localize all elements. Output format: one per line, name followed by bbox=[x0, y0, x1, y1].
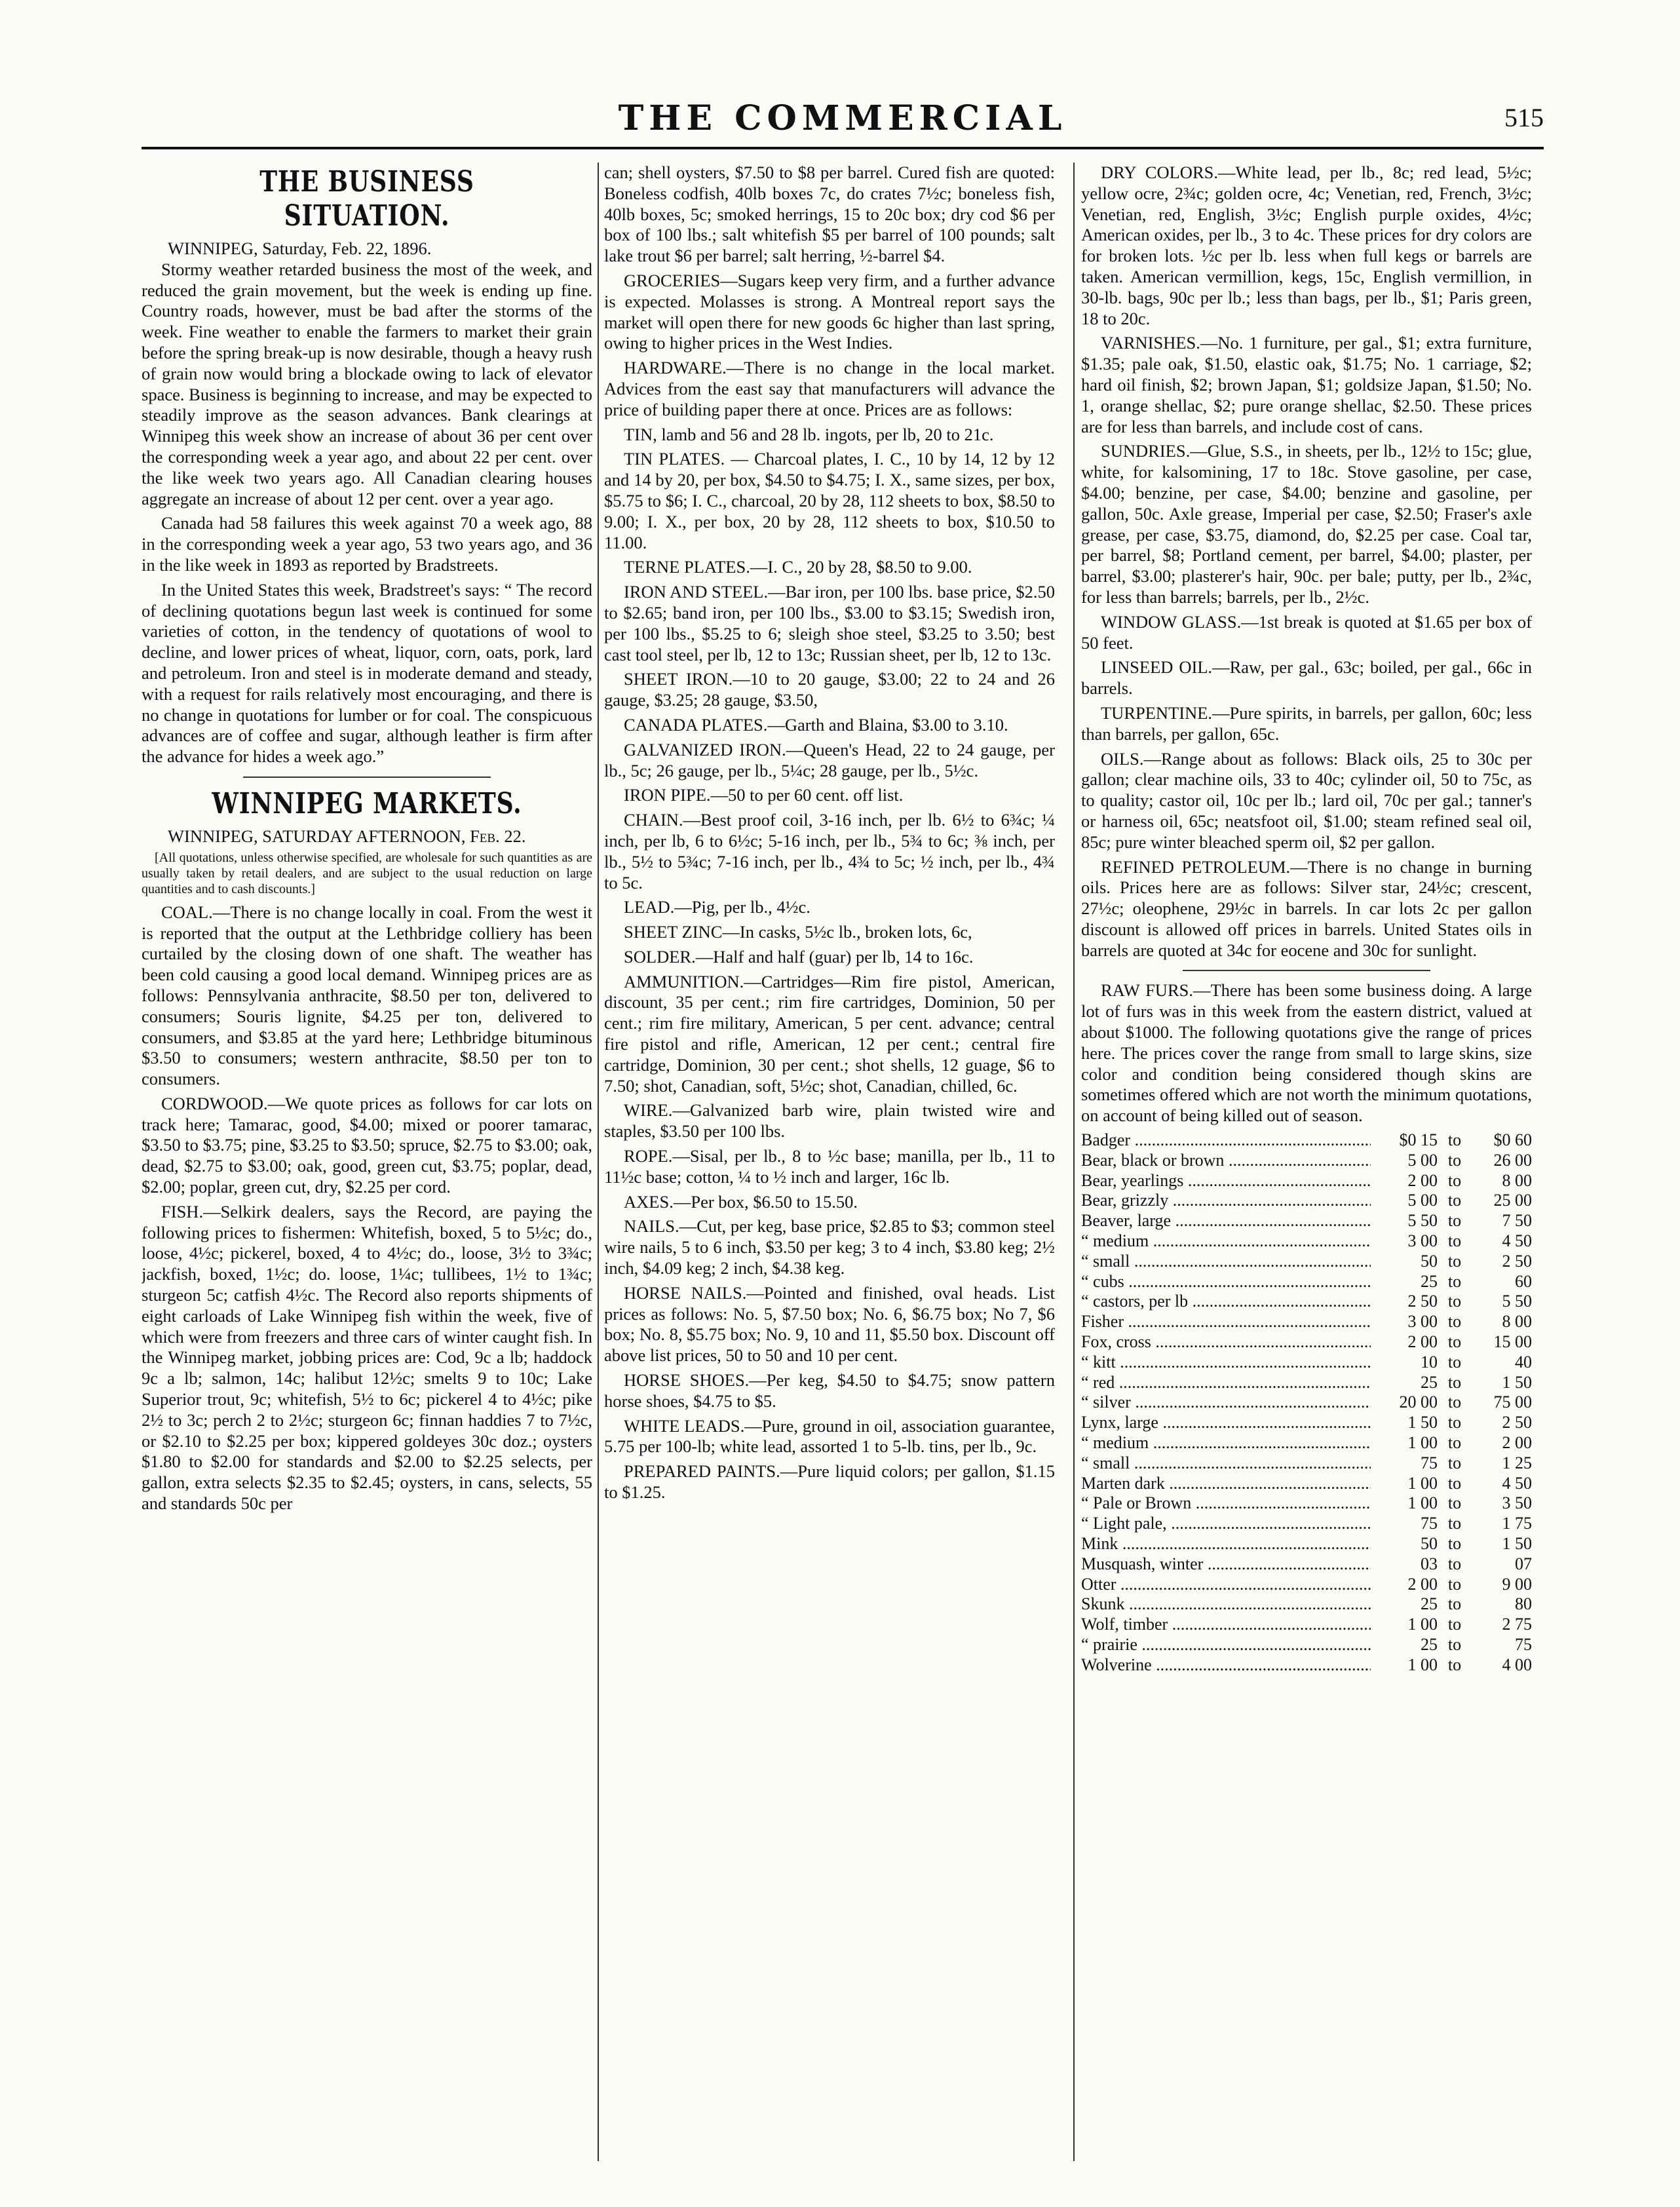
fur-name: Musquash, winter ..... bbox=[1081, 1554, 1371, 1575]
fur-price-row bbox=[1081, 1353, 1532, 1373]
fur-price-row bbox=[1081, 1373, 1532, 1393]
fur-price-low: 5 50 bbox=[1407, 1211, 1438, 1231]
fur-price-row bbox=[1081, 1554, 1532, 1575]
fur-price-to: to bbox=[1447, 1332, 1462, 1352]
fur-price-row bbox=[1081, 1575, 1532, 1595]
fur-name: Mink ..... bbox=[1081, 1534, 1371, 1554]
fur-name: “ Light pale, ..... bbox=[1081, 1514, 1371, 1534]
fur-price-to: to bbox=[1447, 1514, 1462, 1533]
fur-price-row bbox=[1081, 1453, 1532, 1474]
fur-price-low: 50 bbox=[1421, 1251, 1438, 1271]
fur-price-row bbox=[1081, 1392, 1532, 1413]
fur-price-to: to bbox=[1447, 1453, 1462, 1472]
fur-price-to: to bbox=[1447, 1473, 1462, 1493]
fur-price-low: $0 15 bbox=[1399, 1130, 1438, 1150]
market-item-horse-nails: HORSE NAILS.—Pointed and finished, oval heads. List prices as follows: No. 5, $7.50 box; No. 6, $6.75 box; No 7, $6 box; No. 8, $5.75 box; No. 9, 10 and 11, $5.50 box. Discount off above list prices, 50 to 50 and 10 per cent. bbox=[604, 1282, 1055, 1366]
business-dateline: WINNIPEG, Saturday, Feb. 22, 1896. bbox=[168, 239, 432, 258]
fur-price-low: 50 bbox=[1421, 1534, 1438, 1553]
fur-price-row bbox=[1081, 1615, 1532, 1635]
fur-price-to: to bbox=[1447, 1352, 1462, 1372]
fur-price-low: 1 00 bbox=[1407, 1493, 1438, 1513]
market-item-oils: OILS.—Range about as follows: Black oils, 25 to 30c per gallon; clear machine oils, 33 to 40c; cylinder oil, 50 to 75c, as to quality; castor oil, 10c per lb.; lard oil, 70c per gal.; tanner's or harness oil, 65c; neatsfoot oil, $1.00; steam refined seal oil, 85c; pure winter bleached sperm oil, $2 per gallon. bbox=[1081, 748, 1532, 852]
fur-price-to: to bbox=[1447, 1634, 1462, 1654]
market-item-tin: TIN, lamb and 56 and 28 lb. ingots, per lb, 20 to 21c. bbox=[624, 424, 994, 444]
masthead-title: THE COMMERCIAL bbox=[618, 98, 1067, 138]
fur-name: “ castors, per lb ..... bbox=[1081, 1292, 1371, 1312]
fur-price-high: 75 00 bbox=[1493, 1392, 1532, 1412]
fur-price-high: 25 00 bbox=[1493, 1191, 1532, 1210]
fur-name: “ medium ..... bbox=[1081, 1231, 1371, 1252]
section-divider bbox=[243, 777, 491, 778]
masthead bbox=[142, 98, 1544, 151]
fur-price-high: 40 bbox=[1515, 1352, 1532, 1372]
fur-price-high: 1 50 bbox=[1502, 1372, 1532, 1392]
fur-name: Fisher ..... bbox=[1081, 1312, 1371, 1332]
market-item-solder: SOLDER.—Half and half (guar) per lb, 14 to 16c. bbox=[624, 946, 974, 967]
fur-price-row bbox=[1081, 1514, 1532, 1534]
fur-price-low: 2 00 bbox=[1407, 1332, 1438, 1352]
fur-price-to: to bbox=[1447, 1493, 1462, 1513]
section-divider bbox=[1183, 970, 1430, 971]
column-2 bbox=[604, 163, 1055, 2161]
fur-name: Otter ..... bbox=[1081, 1575, 1371, 1595]
fur-price-to: to bbox=[1447, 1271, 1462, 1291]
market-item-nails: NAILS.—Cut, per keg, base price, $2.85 to $3; common steel wire nails, 5 to 6 inch, $3.50 per keg; 3 to 4 inch, $3.80 keg; 2½ inch, $4.09 keg; 2 inch, $4.38 keg. bbox=[604, 1216, 1055, 1278]
fur-price-to: to bbox=[1447, 1191, 1462, 1210]
fur-price-high: 8 00 bbox=[1502, 1170, 1532, 1190]
markets-dateline: WINNIPEG, SATURDAY AFTERNOON, Feb. 22. bbox=[168, 826, 526, 846]
fur-name: “ prairie ..... bbox=[1081, 1635, 1371, 1655]
market-item-fish-continued: can; shell oysters, $7.50 to $8 per barrel. Cured fish are quoted: Boneless codfish, 40lb boxes 7c, do crates 7½c; boneless fish, 40lb boxes, 5c; smoked herrings, 15 to 20c box; dry cod $6 per box of 100 lbs.; salt whitefish $5 per barrel of 100 pounds; salt lake trout $6 per barrel; salt herring, ½-barrel $4. bbox=[604, 163, 1055, 266]
fur-price-high: 5 50 bbox=[1502, 1292, 1532, 1311]
fur-price-table bbox=[1081, 1130, 1532, 1676]
fur-price-to: to bbox=[1447, 1251, 1462, 1271]
business-paragraph: Stormy weather retarded business the most of the week, and reduced the grain movement, but the week is ending up fine. Country roads, however, must be bad after the storms of the week. Fine weather to enable the farmers to market their grain before the spring break-up is now desirable, though a heavy rush of grain now would bring a blockade owing to lack of elevator space. Business is beginning to increase, and may be expected to steadily improve as the season advances. Bank clearings at Winnipeg this week show an increase of about 36 per cent over the corresponding week a year ago, and about 22 per cent. over the like week two years ago. All Canadian clearing houses aggregate an increase of about 12 per cent. over a year ago. bbox=[142, 259, 592, 509]
fur-price-row bbox=[1081, 1635, 1532, 1655]
page-number: 515 bbox=[1504, 103, 1544, 132]
market-item-turpentine: TURPENTINE.—Pure spirits, in barrels, per gallon, 60c; less than barrels, per gallon, 65c. bbox=[1081, 702, 1532, 744]
market-item-terne-plates: TERNE PLATES.—I. C., 20 by 28, $8.50 to 9.00. bbox=[624, 557, 972, 577]
fur-price-to: to bbox=[1447, 1231, 1462, 1251]
fur-price-high: 80 bbox=[1515, 1594, 1532, 1614]
fur-name: “ Pale or Brown ..... bbox=[1081, 1493, 1371, 1514]
business-paragraph: Canada had 58 failures this week against 70 a week ago, 88 in the corresponding week a year ago, 53 two years ago, and 36 in the like week in 1893 as reported by Bradstreets. bbox=[142, 513, 592, 575]
fur-name: Wolf, timber ..... bbox=[1081, 1615, 1371, 1635]
fur-price-low: 20 00 bbox=[1399, 1392, 1438, 1412]
market-item-sheet-iron: SHEET IRON.—10 to 20 gauge, $3.00; 22 to 24 and 26 gauge, $3.25; 28 gauge, $3.50, bbox=[604, 669, 1055, 710]
fur-price-low: 10 bbox=[1421, 1352, 1438, 1372]
fur-price-row bbox=[1081, 1534, 1532, 1554]
fur-price-low: 75 bbox=[1421, 1453, 1438, 1472]
fur-price-to: to bbox=[1447, 1130, 1462, 1150]
markets-note: [All quotations, unless otherwise specified, are wholesale for such quantities as are usually taken by retail dealers, and are subject to the usual reduction on large quantities and to cash discounts.] bbox=[142, 850, 592, 896]
market-item-refined-petroleum: REFINED PETROLEUM.—There is no change in burning oils. Prices here are as follows: Silver star, 24½c; crescent, 27½c; oleophene, 29½c in barrels. In car lots 2c per gallon discount is allowed off prices in barrels. United States oils in barrels are quoted at 34c for eocene and 30c for sunlight. bbox=[1081, 856, 1532, 960]
fur-price-to: to bbox=[1447, 1170, 1462, 1190]
market-item-iron-steel: IRON AND STEEL.—Bar iron, per 100 lbs. base price, $2.50 to $2.65; band iron, per 100 lbs., $3.00 to $3.15; Swedish iron, per 100 lbs., $5.25 to 6; sleigh shoe steel, $3.25 to 3.50; best cast tool steel, per lb, 12 to 13c; Russian sheet, per lb, 12 to 13c. bbox=[604, 582, 1055, 664]
fur-price-to: to bbox=[1447, 1150, 1462, 1170]
fur-price-high: 9 00 bbox=[1502, 1574, 1532, 1594]
fur-price-to: to bbox=[1447, 1615, 1462, 1634]
market-item-sheet-zinc: SHEET ZINC—In casks, 5½c lb., broken lots, 6c, bbox=[624, 922, 972, 942]
market-item-horse-shoes: HORSE SHOES.—Per keg, $4.50 to $4.75; snow pattern horse shoes, $4.75 to $5. bbox=[604, 1370, 1055, 1411]
fur-price-to: to bbox=[1447, 1372, 1462, 1392]
fur-price-low: 5 00 bbox=[1407, 1150, 1438, 1170]
market-item-lead: LEAD.—Pig, per lb., 4½c. bbox=[624, 897, 811, 917]
fur-price-high: 4 50 bbox=[1502, 1231, 1532, 1251]
fur-price-row bbox=[1081, 1413, 1532, 1433]
fur-price-low: 25 bbox=[1421, 1372, 1438, 1392]
market-item-chain: CHAIN.—Best proof coil, 3-16 inch, per lb. 6½ to 6¾c; ¼ inch, per lb, 6 to 6½c; 5-16 inch, per lb., 5¾ to 6c; ⅜ inch, per lb., 5½ to 5¾c; 7-16 inch, per lb., 4¾ to 5c; ½ inch, per lb., 4¾ to 5c. bbox=[604, 810, 1055, 892]
fur-price-to: to bbox=[1447, 1413, 1462, 1432]
fur-price-to: to bbox=[1447, 1554, 1462, 1573]
fur-price-row bbox=[1081, 1252, 1532, 1272]
fur-price-high: 1 25 bbox=[1502, 1453, 1532, 1472]
fur-name: Marten dark ..... bbox=[1081, 1474, 1371, 1494]
fur-price-low: 03 bbox=[1421, 1554, 1438, 1573]
fur-name: Skunk ..... bbox=[1081, 1594, 1371, 1615]
fur-price-high: 75 bbox=[1515, 1634, 1532, 1654]
fur-price-high: 2 50 bbox=[1502, 1251, 1532, 1271]
fur-name: Bear, grizzly ..... bbox=[1081, 1191, 1371, 1211]
fur-price-high: 15 00 bbox=[1493, 1332, 1532, 1352]
fur-price-to: to bbox=[1447, 1534, 1462, 1553]
fur-price-high: 07 bbox=[1515, 1554, 1532, 1573]
fur-price-low: 1 00 bbox=[1407, 1433, 1438, 1453]
market-item-varnishes: VARNISHES.—No. 1 furniture, per gal., $1; extra furniture, $1.35; pale oak, $1.50, elastic oak, $1.75; No. 1 carriage, $2; hard oil finish, $2; brown Japan, $1; goldsize Japan, $1.50; No. 1, orange shellac, $2; pure orange shellac, $2.50. These prices are for less than barrels, and include cost of cans. bbox=[1081, 333, 1532, 436]
fur-price-low: 75 bbox=[1421, 1514, 1438, 1533]
fur-name: Wolverine ..... bbox=[1081, 1655, 1371, 1676]
fur-price-row bbox=[1081, 1191, 1532, 1211]
fur-price-row bbox=[1081, 1655, 1532, 1676]
market-item-coal: COAL.—There is no change locally in coal. From the west it is reported that the output at the Lethbridge colliery has been curtailed by the closing down of one shaft. The weather has been cold causing a good local demand. Winnipeg prices are as follows: Pennsylvania anthracite, $8.50 per ton, delivered to consumers; Souris lignite, $4.25 per ton, delivered to consumers, and $3.85 at the yard here; Lethbridge bituminous $3.50 to consumers; western anthracite, $8.50 per ton to consumers. bbox=[142, 902, 592, 1089]
market-item-sundries: SUNDRIES.—Glue, S.S., in sheets, per lb., 12½ to 15c; glue, white, for kalsomining, 17 to 18c. Stove gasoline, per case, $4.00; benzine, per case, $4.00; benzine and gasoline, per gallon, 50c. Axle grease, Imperial per case, $2.50; Fraser's axle grease, per case, $3.75, diamond, do, $2.25 per case. Coal tar, per barrel, $8; Portland cement, per barrel, $4.00; plaster, per barrel, $3.00; plasterer's hair, 90c. per bale; putty, per lb., 2¾c, for less than barrels; barrels, per lb., 2½c. bbox=[1081, 441, 1532, 607]
fur-price-high: 1 50 bbox=[1502, 1534, 1532, 1553]
market-item-window-glass: WINDOW GLASS.—1st break is quoted at $1.65 per box of 50 feet. bbox=[1081, 611, 1532, 653]
market-item-iron-pipe: IRON PIPE.—50 to per 60 cent. off list. bbox=[624, 785, 904, 805]
market-item-cordwood: CORDWOOD.—We quote prices as follows for car lots on track here; Tamarac, good, $4.00; mixed or poorer tamarac, $3.50 to $3.75; pine, $3.25 to $3.50; spruce, $2.75 to $3.00; oak, dead, $2.75 to $3.00; oak, good, green cut, $3.75; poplar, dead, $2.00; poplar, green cut, dry, $2.25 per cord. bbox=[142, 1093, 592, 1197]
market-item-axes: AXES.—Per box, $6.50 to 15.50. bbox=[624, 1191, 858, 1212]
fur-price-low: 25 bbox=[1421, 1271, 1438, 1291]
fur-price-high: $0 60 bbox=[1493, 1130, 1532, 1150]
fur-price-low: 1 00 bbox=[1407, 1473, 1438, 1493]
column-rule-1 bbox=[598, 163, 599, 2161]
fur-price-low: 1 00 bbox=[1407, 1655, 1438, 1674]
fur-price-row bbox=[1081, 1130, 1532, 1151]
fur-price-high: 2 50 bbox=[1502, 1413, 1532, 1432]
fur-price-to: to bbox=[1447, 1594, 1462, 1614]
fur-price-to: to bbox=[1447, 1655, 1462, 1674]
market-item-linseed-oil: LINSEED OIL.—Raw, per gal., 63c; boiled, per gal., 66c in barrels. bbox=[1081, 657, 1532, 699]
fur-name: “ silver ..... bbox=[1081, 1392, 1371, 1413]
fur-price-low: 3 00 bbox=[1407, 1312, 1438, 1332]
fur-price-to: to bbox=[1447, 1292, 1462, 1311]
fur-price-row bbox=[1081, 1594, 1532, 1615]
fur-price-to: to bbox=[1447, 1392, 1462, 1412]
fur-price-row bbox=[1081, 1433, 1532, 1453]
market-item-wire: WIRE.—Galvanized barb wire, plain twisted wire and staples, $3.50 per 100 lbs. bbox=[604, 1100, 1055, 1142]
fur-price-row bbox=[1081, 1493, 1532, 1514]
fur-price-low: 2 50 bbox=[1407, 1292, 1438, 1311]
business-paragraph: In the United States this week, Bradstreet's says: “ The record of declining quotations begun last week is continued for some varieties of cotton, in the tendency of quotations of wool to decline, and lower prices of wheat, liquor, corn, oats, pork, lard and petroleum. Iron and steel is in moderate demand and steady, with a request for rails relatively most encouraging, and there is no change in quotations for lumber or for coal. The conspicuous advances are of coffee and sugar, although leather is firm after the advance for hides a week ago.” bbox=[142, 579, 592, 767]
market-item-canada-plates: CANADA PLATES.—Garth and Blaina, $3.00 to 3.10. bbox=[624, 714, 1008, 735]
fur-name: “ cubs ..... bbox=[1081, 1272, 1371, 1292]
markets-heading: WINNIPEG MARKETS. bbox=[212, 786, 522, 820]
fur-name: “ small ..... bbox=[1081, 1252, 1371, 1272]
fur-price-low: 25 bbox=[1421, 1634, 1438, 1654]
fur-price-low: 1 00 bbox=[1407, 1615, 1438, 1634]
market-item-tin-plates: TIN PLATES. — Charcoal plates, I. C., 10 by 14, 12 by 12 and 14 by 20, per box, $4.50 to $4.75; I. X., same sizes, per box, $5.75 to $6; I. C., charcoal, 20 by 28, 112 sheets to box, $8.50 to 9.00; I. X., per box, 20 by 28, 112 sheets to box, $10.50 to 11.00. bbox=[604, 449, 1055, 552]
fur-price-row bbox=[1081, 1211, 1532, 1231]
market-item-white-leads: WHITE LEADS.—Pure, ground in oil, association guarantee, 5.75 per 100-lb; white lead, assorted 1 to 5-lb. tins, per lb., 9c. bbox=[604, 1415, 1055, 1457]
fur-price-low: 3 00 bbox=[1407, 1231, 1438, 1251]
fur-price-low: 2 00 bbox=[1407, 1170, 1438, 1190]
market-item-hardware: HARDWARE.—There is no change in the local market. Advices from the east say that manufacturers will advance the price of building paper there at once. Prices are as follows: bbox=[604, 358, 1055, 419]
fur-price-to: to bbox=[1447, 1433, 1462, 1453]
fur-price-row bbox=[1081, 1151, 1532, 1171]
market-item-prepared-paints: PREPARED PAINTS.—Pure liquid colors; per gallon, $1.15 to $1.25. bbox=[604, 1461, 1055, 1503]
fur-price-high: 26 00 bbox=[1493, 1150, 1532, 1170]
market-item-groceries: GROCERIES—Sugars keep very firm, and a further advance is expected. Molasses is strong. A Montreal report says the market will open there for new goods 6c higher than last spring, owing to higher prices in the West Indies. bbox=[604, 270, 1055, 353]
fur-name: “ small ..... bbox=[1081, 1453, 1371, 1474]
market-item-fish: FISH.—Selkirk dealers, says the Record, are paying the following prices to fishermen: Whitefish, boxed, 5 to 5½c; do., loose, 4½c; pickerel, boxed, 4 to 4½c; do., loose, 3½ to 3¾c; jackfish, boxed, 1½c; do. loose, 1¼c; tullibees, 1½ to 1¾c; sturgeon 5c; catfish 4½c. The Record also reports shipments of eight carloads of Lake Winnipeg fish within the week, five of which were from freezers and three cars of winter caught fish. In the Winnipeg market, jobbing prices are: Cod, 9c a lb; haddock 9c a lb; salmon, 14c; halibut 12½c; smelts 9 to 10c; Lake Superior trout, 9c; whitefish, 5½ to 6c; pickerel 4 to 4½c; pike 2½ to 3c; perch 2 to 2½c; sturgeon 6c; finnan haddies 7 to 7½c, or $2.10 to $2.25 per box; kippered goldeyes 30c doz.; oysters $1.80 to $2.00 for standards and $2.00 to $2.25 selects, per gallon, extra selects $2.35 to $2.45; oysters, in cans, selects, 55 and standards 50c per bbox=[142, 1201, 592, 1514]
fur-price-high: 60 bbox=[1515, 1271, 1532, 1291]
fur-price-to: to bbox=[1447, 1574, 1462, 1594]
fur-price-row bbox=[1081, 1474, 1532, 1494]
business-heading: THE BUSINESS SITUATION. bbox=[259, 165, 474, 233]
fur-price-high: 7 50 bbox=[1502, 1211, 1532, 1231]
fur-price-low: 25 bbox=[1421, 1594, 1438, 1614]
fur-price-row bbox=[1081, 1171, 1532, 1191]
fur-price-high: 3 50 bbox=[1502, 1493, 1532, 1513]
market-item-raw-furs: RAW FURS.—There has been some business doing. A large lot of furs was in this week from the eastern district, valued at about $1000. The following quotations give the range of prices here. The prices cover the range from small to large skins, size color and condition being considered though skins are sometimes offered which are not worth the minimum quotations, on account of being killed out of season. bbox=[1081, 980, 1532, 1126]
fur-name: Beaver, large ..... bbox=[1081, 1211, 1371, 1231]
fur-price-high: 2 75 bbox=[1502, 1615, 1532, 1634]
fur-price-low: 5 00 bbox=[1407, 1191, 1438, 1210]
fur-price-row bbox=[1081, 1332, 1532, 1353]
fur-name: Fox, cross ..... bbox=[1081, 1332, 1371, 1353]
fur-name: Bear, yearlings ..... bbox=[1081, 1171, 1371, 1191]
column-3 bbox=[1081, 163, 1532, 2161]
fur-name: Lynx, large ..... bbox=[1081, 1413, 1371, 1433]
masthead-rule bbox=[142, 147, 1544, 149]
fur-price-row bbox=[1081, 1292, 1532, 1312]
fur-price-high: 4 50 bbox=[1502, 1473, 1532, 1493]
market-item-ammunition: AMMUNITION.—Cartridges—Rim fire pistol, American, discount, 35 per cent.; rim fire cartridges, Dominion, 50 per cent.; rim fire military, American, 5 per cent. advance; central fire pistol and rifle, American, 12 per cent.; central fire cartridge, Dominion, 30 per cent.; shot shells, 12 guage, $6 to 7.50; shot, Canadian, soft, 5½c; shot, Canadian, chilled, 6c. bbox=[604, 971, 1055, 1096]
market-item-rope: ROPE.—Sisal, per lb., 8 to ½c base; manilla, per lb., 11 to 11½c base; cotton, ¼ to ½ inch and larger, 16c lb. bbox=[604, 1146, 1055, 1187]
fur-price-high: 8 00 bbox=[1502, 1312, 1532, 1332]
fur-price-high: 2 00 bbox=[1502, 1433, 1532, 1453]
fur-price-high: 1 75 bbox=[1502, 1514, 1532, 1533]
fur-price-to: to bbox=[1447, 1312, 1462, 1332]
fur-name: Bear, black or brown ..... bbox=[1081, 1151, 1371, 1171]
fur-name: Badger ..... bbox=[1081, 1130, 1371, 1151]
market-item-galvanized-iron: GALVANIZED IRON.—Queen's Head, 22 to 24 gauge, per lb., 5c; 26 gauge, per lb., 5¼c; 28 gauge, per lb., 5½c. bbox=[604, 739, 1055, 780]
fur-price-high: 4 00 bbox=[1502, 1655, 1532, 1674]
fur-price-row bbox=[1081, 1272, 1532, 1292]
fur-name: “ red ..... bbox=[1081, 1373, 1371, 1393]
fur-price-low: 2 00 bbox=[1407, 1574, 1438, 1594]
fur-name: “ medium ..... bbox=[1081, 1433, 1371, 1453]
fur-price-to: to bbox=[1447, 1211, 1462, 1231]
fur-name: “ kitt ..... bbox=[1081, 1353, 1371, 1373]
market-item-dry-colors: DRY COLORS.—White lead, per lb., 8c; red lead, 5½c; yellow ocre, 2¾c; golden ocre, 4c; Venetian, red, French, 3½c; Venetian, red, English, 3½c; English purple oxides, 4½c; American oxides, per lb., 3 to 4c. These prices for dry colors are for broken lots. ½c per lb. less when full kegs or barrels are taken. American vermillion, kegs, 15c, English vermillion, in 30-lb. bags, 90c per lb.; less than bags, per lb., $1; Paris green, 18 to 20c. bbox=[1081, 163, 1532, 328]
column-rule-2 bbox=[1073, 163, 1075, 2161]
fur-price-low: 1 50 bbox=[1407, 1413, 1438, 1432]
column-1 bbox=[142, 163, 592, 2161]
fur-price-row bbox=[1081, 1312, 1532, 1332]
fur-price-row bbox=[1081, 1231, 1532, 1252]
